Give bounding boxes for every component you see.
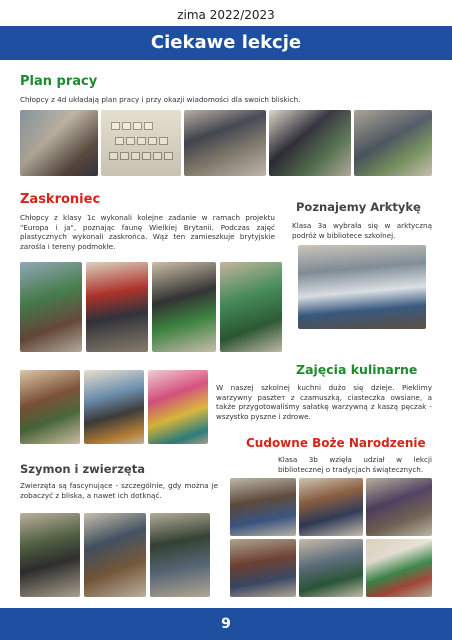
photo-boze-narodzenie-2 xyxy=(299,478,363,536)
photo-boze-narodzenie-1 xyxy=(230,478,296,536)
photo-boze-narodzenie-4 xyxy=(230,539,296,597)
photo-boze-narodzenie-3 xyxy=(366,478,432,536)
photo-plan-pracy-1 xyxy=(20,110,98,176)
page-title-banner xyxy=(0,26,452,60)
photo-kulinarne-1 xyxy=(20,370,80,444)
page-footer xyxy=(0,608,452,640)
plan-pracy-heading: Plan pracy xyxy=(20,74,98,89)
photo-zaskroniec-3 xyxy=(152,262,216,352)
plan-pracy-text: Chłopcy z 4d układają plan pracy i przy okazji wiadomości dla swoich bliskich. xyxy=(20,95,301,104)
photo-plan-pracy-4 xyxy=(269,110,351,176)
zwierzeta-heading: Szymon i zwierzęta xyxy=(20,462,145,476)
photo-zwierzeta-2 xyxy=(84,513,146,597)
arktyka-heading: Poznajemy Arktykę xyxy=(296,200,421,214)
photo-boze-narodzenie-5 xyxy=(299,539,363,597)
photo-plan-pracy-5 xyxy=(354,110,432,176)
photo-zwierzeta-1 xyxy=(20,513,80,597)
photo-kulinarne-3 xyxy=(148,370,208,444)
photo-kulinarne-2 xyxy=(84,370,144,444)
issue-season: zima 2022/2023 xyxy=(177,8,275,22)
photo-plan-pracy-tiles xyxy=(101,110,181,176)
photo-zaskroniec-4 xyxy=(220,262,282,352)
zwierzeta-text: Zwierzęta są fascynujące - szczególnie, gdy można je zobaczyć z bliska, a nawet ich dotknąć. xyxy=(20,481,218,500)
photo-plan-pracy-3 xyxy=(184,110,266,176)
photo-zwierzeta-3 xyxy=(150,513,210,597)
photo-boze-narodzenie-6 xyxy=(366,539,432,597)
page-number: 9 xyxy=(221,616,231,632)
photo-zaskroniec-2 xyxy=(86,262,148,352)
kulinarne-text: W naszej szkolnej kuchni dużo się dzieje. Pieklimy warzywny paszteт z czamuszką, ciasteczka owsiane, a także przygotowaliśmy sałatkę warzywną z kaszą pęczak - wszystko pyszne i zdrowe. xyxy=(216,383,432,421)
photo-arktyka xyxy=(298,245,426,329)
photo-zaskroniec-1 xyxy=(20,262,82,352)
arktyka-text: Klasa 3a wybrała się w arktyczną podróż w bibliotece szkolnej. xyxy=(292,221,432,240)
kulinarne-heading: Zajęcia kulinarne xyxy=(296,362,418,377)
boze-narodzenie-text: Klasa 3b wzięła udział w lekcji bibliotecznej o tradycjach świątecznych. xyxy=(278,455,432,474)
zaskroniec-text: Chłopcy z klasy 1c wykonali kolejne zadanie w ramach projektu "Europa i ja", poznając faunę Wielkiej Brytanii. Podczas zajęć plastycznych wykonali zaskrońca. Wąż ten zamieszkuje brytyjskie zarośla i tereny podmokłe. xyxy=(20,213,275,251)
boze-narodzenie-heading: Cudowne Boże Narodzenie xyxy=(246,436,426,450)
zaskroniec-heading: Zaskroniec xyxy=(20,192,101,207)
page-title: Ciekawe lekcje xyxy=(150,32,302,53)
